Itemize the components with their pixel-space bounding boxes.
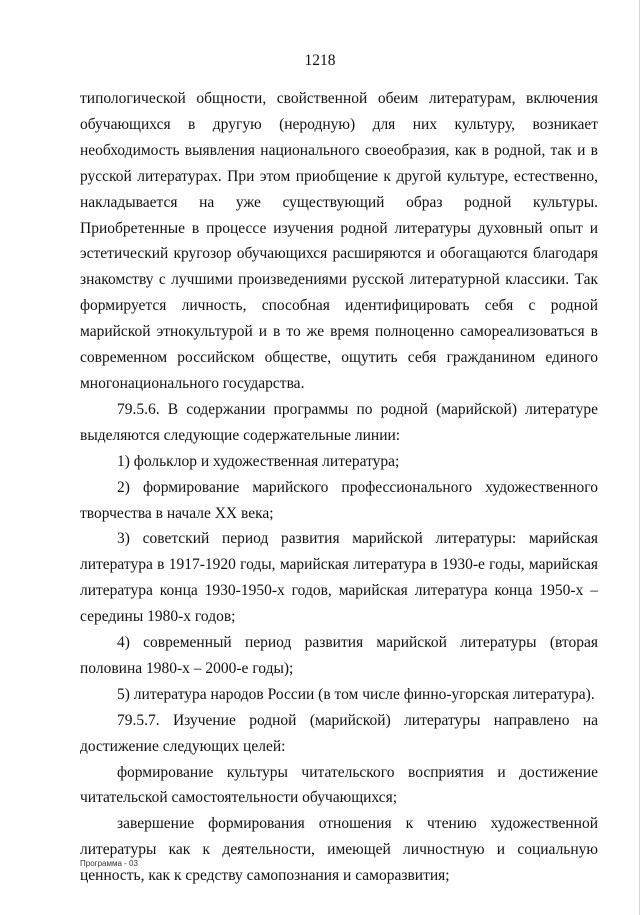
list-item-1: 1) фольклор и художественная литература; [117,452,400,470]
list-item-5: 5) литература народов России (в том числе финно-угорская литература). [117,685,595,703]
goal-item-2: завершение формирования отношения к чтению художественной литературы как к деятельности, имеющей личностную и социальную ценность, как к средству самопознания и саморазвития; [80,815,598,885]
page-footer: Программа - 03 [80,859,138,868]
document-body [80,86,598,889]
paragraph-continuation: типологической общности, свойственной обеим литературам, включения обучающихся в другую (неродную) для них культуру, возникает необходимость выявления национального своеобразия, как в родной, так и в русской литературах. При этом приобщение к другой культуре, естественно, накладывается на уже существующий образ родной культуры. Приобретенные в процессе изучения родной литературы духовный опыт и эстетический кругозор обучающихся расширяются и обогащаются благодаря знакомству с лучшими произведениями русской литературной классики. Так формируется личность, способная идентифицировать себя с родной марийской этнокультурой и в то же время полноценно самореализоваться в современном российском обществе, ощутить себя гражданином единого многонационального государства. [80,90,598,392]
goal-item-1: формирование культуры читательского восприятия и достижение читательской самостоятельности обучающихся; [80,763,598,807]
paragraph-section-79-5-6: 79.5.6. В содержании программы по родной (марийской) литературе выделяются следующие содержательные линии: [80,400,598,444]
list-item-4: 4) современный период развития марийской литературы (вторая половина 1980-х – 2000-е годы); [80,634,598,677]
page-number: 1218 [304,52,336,69]
list-item-3: 3) советский период развития марийской литературы: марийская литература в 1917-1920 годы, марийская литература в 1930-е годы, марийская литература конца 1930-1950-х годов, марийская литература конца 1950-х – середины 1980-х годов; [80,530,598,626]
paragraph-section-79-5-7: 79.5.7. Изучение родной (марийской) литературы направлено на достижение следующих целей: [80,711,598,755]
list-item-2: 2) формирование марийского профессионального художественного творчества в начале XX века; [80,478,598,522]
